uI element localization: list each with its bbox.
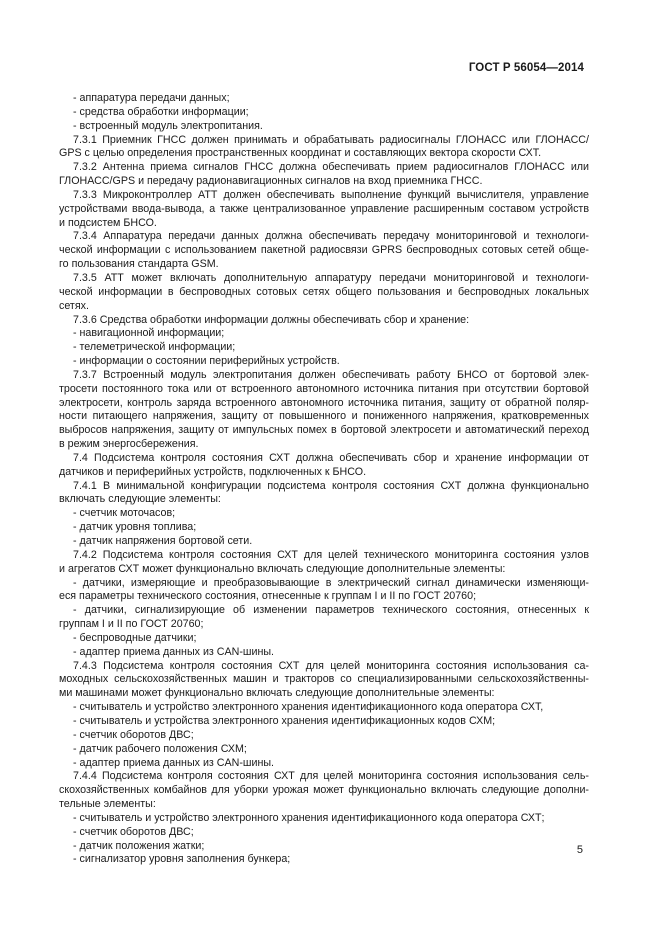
text-line: моходных сельскохозяйственных машин и тракторов со специализированными сельскохозяйственны- bbox=[59, 673, 589, 686]
text-line: 7.3.5 АТТ может включать дополнительную аппаратуру передачи мониторинговой и технологи- bbox=[73, 271, 589, 284]
text-line: ности питающего напряжения, защиту от повышенного и пониженного напряжения, кратковременных bbox=[59, 410, 589, 423]
text-line: 7.3.4 Аппаратура передачи данных должна обеспечивать передачу мониторинговой и технологи- bbox=[73, 230, 589, 243]
text-line: ческой информации в беспроводных сотовых сетях общего пользования и беспроводных локальных bbox=[59, 285, 589, 298]
text-line: ческой информации с использованием пакетной радиосвязи GPRS беспроводных сотовых сетей обще- bbox=[59, 244, 589, 257]
text-line: - датчик уровня топлива; bbox=[73, 521, 197, 534]
text-line: ми машинами может функционально включать следующие дополнительные элементы: bbox=[59, 687, 495, 700]
text-line: - информации о состоянии периферийных устройств. bbox=[73, 355, 340, 368]
text-line: GPS с целью определения пространственных координат и составляющих вектора скорости СХТ. bbox=[59, 147, 542, 160]
text-line: - аппаратура передачи данных; bbox=[73, 92, 230, 104]
text-line: - счетчик оборотов ДВС; bbox=[73, 825, 194, 838]
text-line: - телеметрической информации; bbox=[73, 341, 236, 354]
text-line: группам I и II по ГОСТ 20760; bbox=[59, 618, 204, 631]
text-line: 7.3.7 Встроенный модуль электропитания должен обеспечивать работу БНСО от бортовой элек- bbox=[73, 368, 589, 381]
text-line: тельные элементы: bbox=[59, 798, 156, 811]
text-line: 7.4.3 Подсистема контроля состояния СХТ для целей мониторинга состояния использования са- bbox=[73, 659, 589, 672]
text-line: устройствами ввода-вывода, а также централизованное управление расширенным составом устройств bbox=[59, 202, 589, 215]
text-line: 7.3.3 Микроконтроллер АТТ должен обеспечивать выполнение функций вычислителя, управление bbox=[73, 188, 589, 201]
text-line: го пользования стандарта GSM. bbox=[59, 258, 219, 271]
document-header-standard: ГОСТ Р 56054—2014 bbox=[468, 62, 584, 74]
text-line: электросети, контроль заряда встроенного автономного источника питания, защиту от обратной поляр- bbox=[59, 396, 589, 409]
text-line: сетях. bbox=[59, 299, 89, 312]
text-line: и агрегатов СХТ может функционально включать следующие дополнительные элементы: bbox=[59, 562, 506, 575]
text-line: - датчик напряжения бортовой сети. bbox=[73, 535, 253, 547]
text-line: 7.3.2 Антенна приема сигналов ГНСС должна обеспечивать прием радиосигналов ГЛОНАСС или bbox=[73, 161, 589, 174]
text-line: - датчики, сигнализирующие об изменении параметров технического состояния, отнесенных к bbox=[73, 604, 589, 617]
text-line: 7.4.2 Подсистема контроля состояния СХТ для целей технического мониторинга состояния узлов bbox=[73, 548, 589, 561]
text-line: - считыватель и устройства электронного хранения идентификационных кодов СХМ; bbox=[73, 714, 496, 727]
text-line: - датчики, измеряющие и преобразовывающие в электрический сигнал динамически изменяющи- bbox=[73, 576, 589, 589]
text-line: выбросов напряжения, защиту от импульсных помех в бортовой электросети и автоматический переход bbox=[59, 424, 589, 437]
text-line: ГЛОНАСС/GPS и передачу радионавигационных сигналов на вход приемника ГНСС. bbox=[59, 175, 483, 188]
text-line: 7.4.1 В минимальной конфигурации подсистема контроля состояния СХТ должна функционально bbox=[73, 479, 589, 492]
text-line: - датчик рабочего положения СХМ; bbox=[73, 742, 247, 755]
text-line: 7.3.1 Приемник ГНСС должен принимать и обрабатывать радиосигналы ГЛОНАСС или ГЛОНАСС/ bbox=[73, 133, 589, 146]
text-line: - адаптер приема данных из CAN-шины. bbox=[73, 756, 275, 769]
text-line: - навигационной информации; bbox=[73, 327, 225, 340]
text-line: - средства обработки информации; bbox=[73, 105, 249, 118]
document-body bbox=[59, 92, 589, 867]
text-line: тросети постоянного тока или от встроенного автономного источника питания при отсутствии бортовой bbox=[59, 382, 589, 395]
text-line: 7.4.4 Подсистема контроля состояния СХТ для целей мониторинга состояния использования сель- bbox=[73, 770, 589, 783]
text-line: датчиков и периферийных устройств, подключенных к БНСО. bbox=[59, 465, 367, 478]
text-line: и подсистем БНСО. bbox=[59, 216, 157, 229]
text-line: - счетчик моточасов; bbox=[73, 507, 176, 520]
text-line: - счетчик оборотов ДВС; bbox=[73, 728, 194, 741]
text-line: включать следующие элементы: bbox=[59, 493, 221, 506]
text-line: - считыватель и устройство электронного хранения идентификационного кода оператора СХТ, bbox=[73, 701, 544, 714]
text-line: - датчик положения жатки; bbox=[73, 839, 205, 852]
text-line: в режим энергосбережения. bbox=[59, 438, 199, 451]
text-line: - встроенный модуль электропитания. bbox=[73, 119, 263, 132]
text-line: еся параметры технического состояния, отнесенные к группам I и II по ГОСТ 20760; bbox=[59, 590, 477, 603]
text-line: 7.4 Подсистема контроля состояния СХТ должна обеспечивать сбор и хранение информации от bbox=[73, 451, 589, 464]
text-line: - адаптер приема данных из CAN-шины. bbox=[73, 645, 275, 658]
text-line: скохозяйственных комбайнов для уборки урожая может функционально включать следующие дополни- bbox=[59, 784, 589, 797]
text-line: - считыватель и устройство электронного хранения идентификационного кода оператора СХТ; bbox=[73, 811, 545, 824]
text-line: - сигнализатор уровня заполнения бункера; bbox=[73, 853, 291, 866]
text-line: - беспроводные датчики; bbox=[73, 631, 197, 644]
text-line: 7.3.6 Средства обработки информации должны обеспечивать сбор и хранение: bbox=[73, 313, 470, 326]
page-number: 5 bbox=[576, 844, 583, 856]
